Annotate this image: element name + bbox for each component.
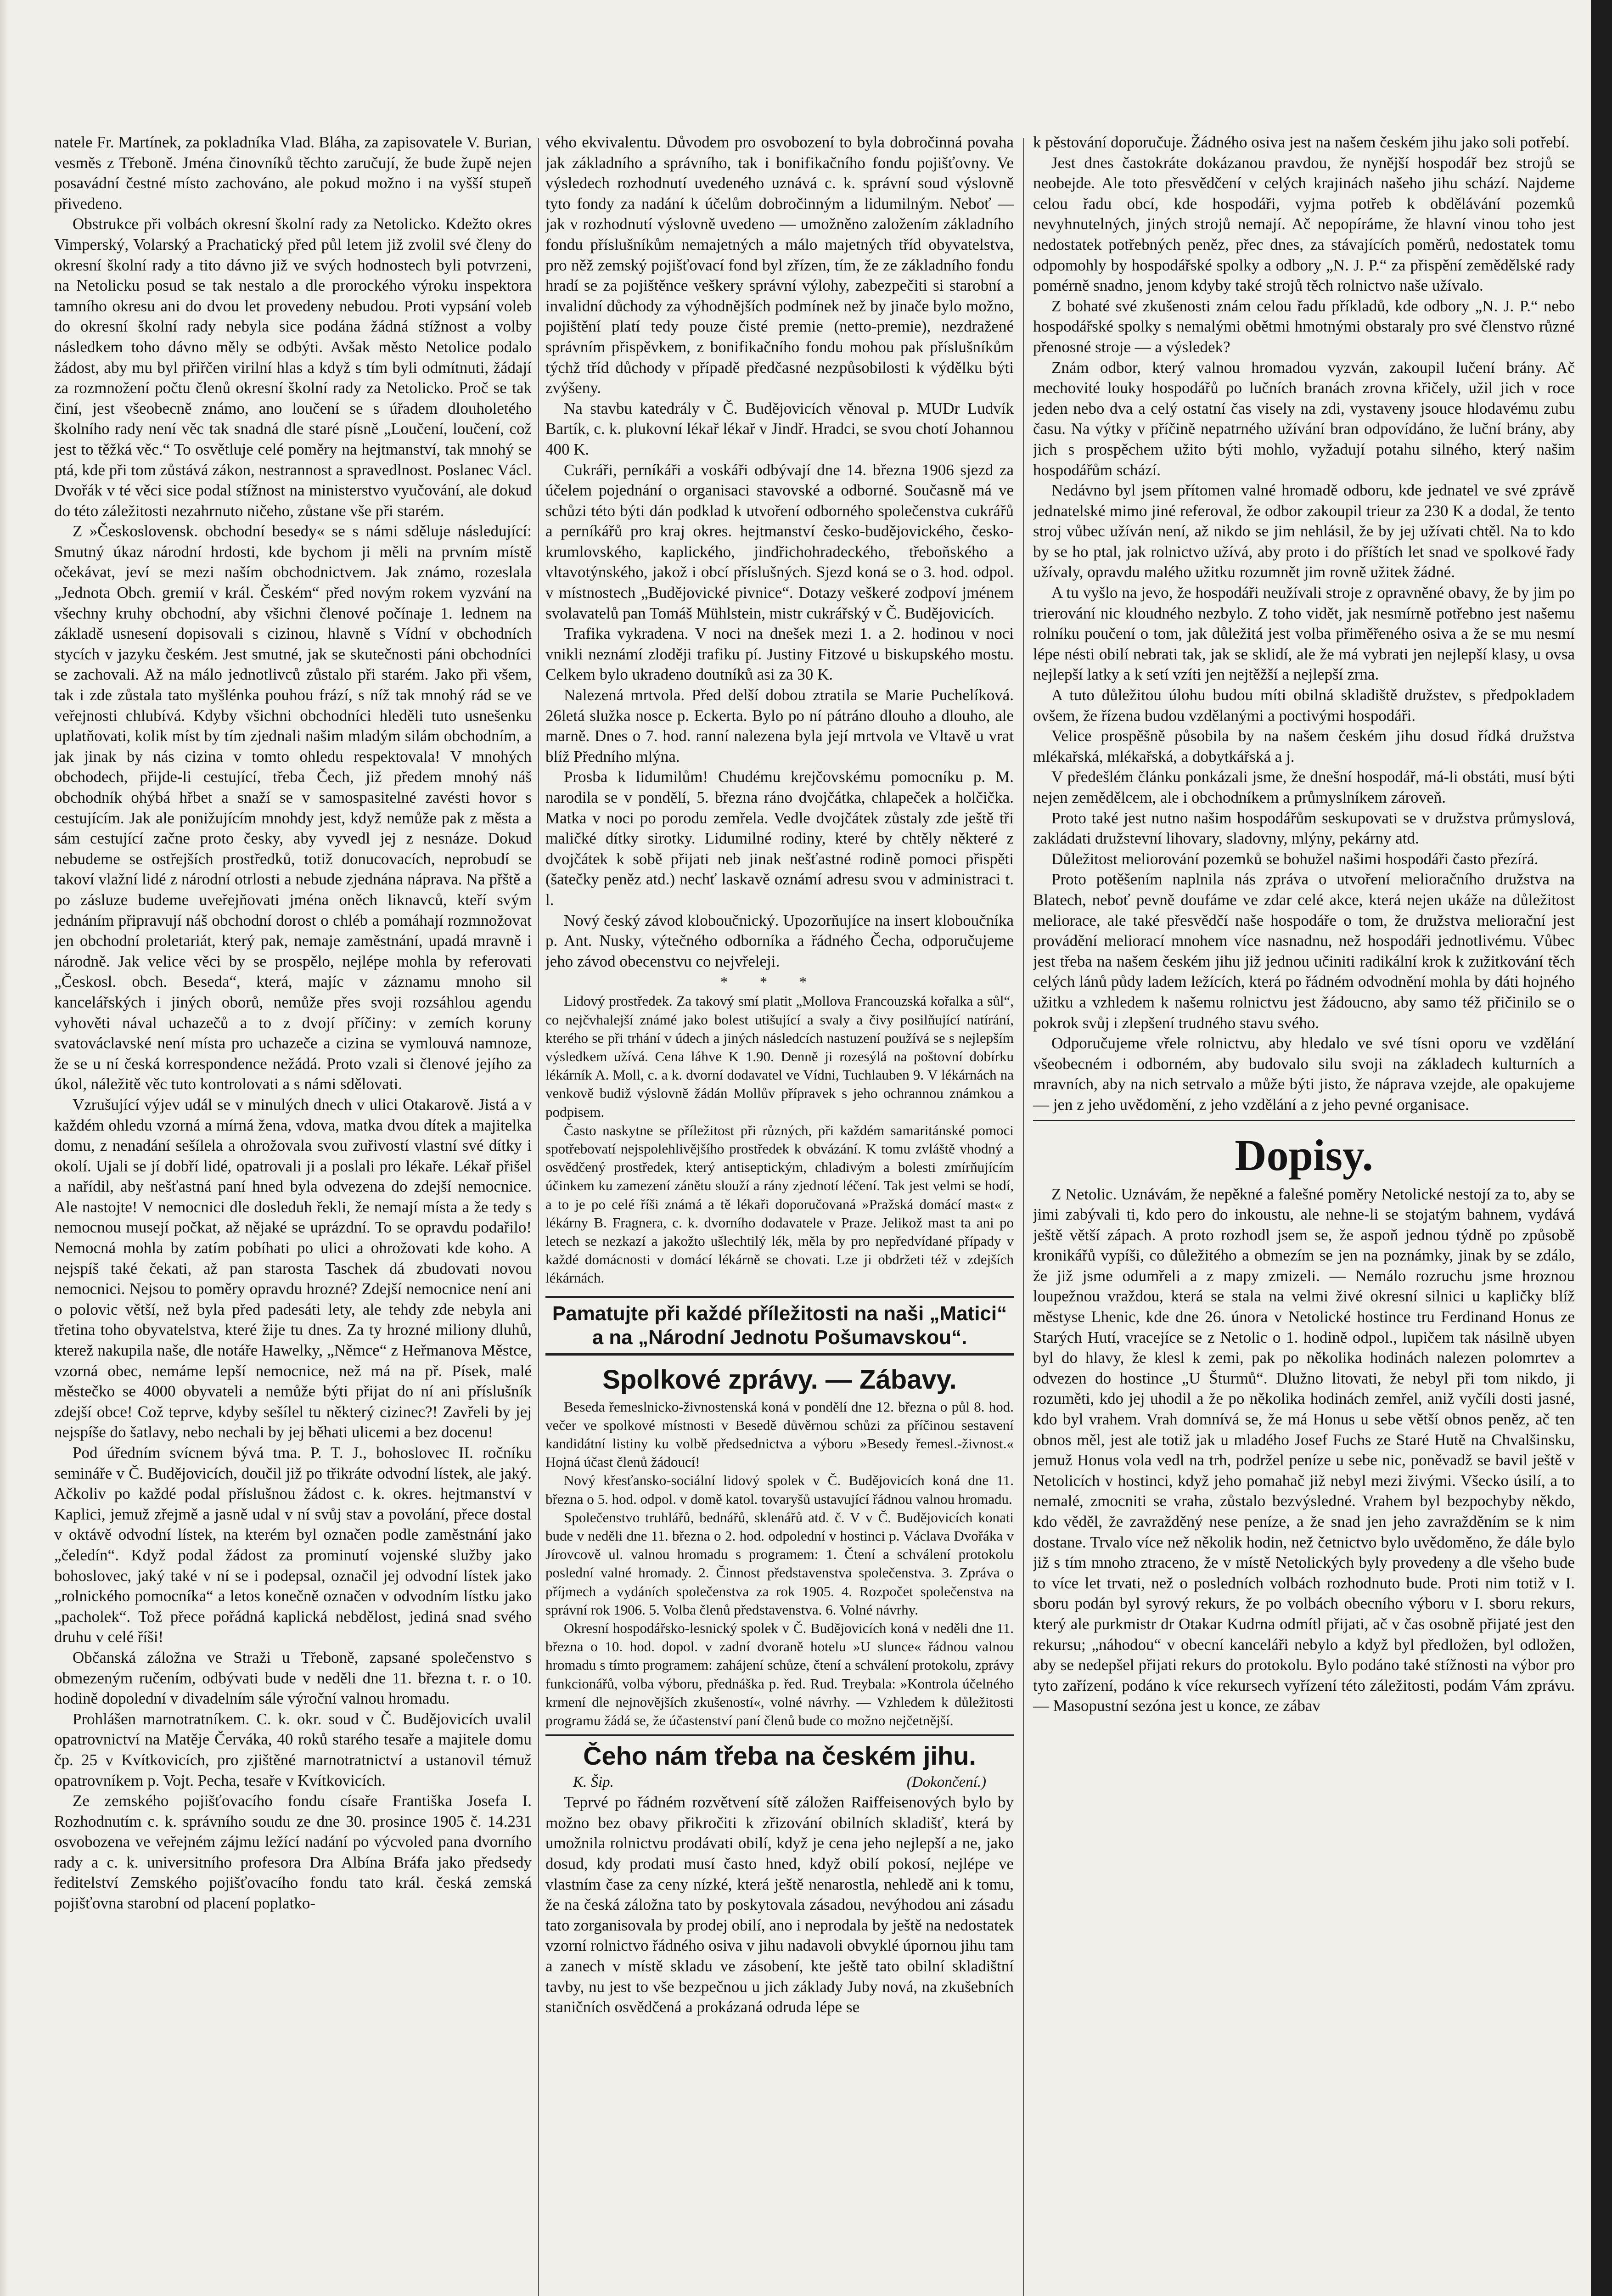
column-2 [545,132,1014,2296]
author: K. Šip. [573,1774,614,1791]
article-obchodni-beseda: Z »Československ. obchodní besedy« se s námi sděluje následující: Smutný úkaz národní hrdosti, kde bychom ji měli na prvním místě očekávat, jeví se mezi naším obchodnictvem. Jak známo, rozeslala „Jednota Obch. gremií v král. Českém“ před novým rokem vyzvání na všechny kruhy obchodní, aby všichni členové počínaje 1. lednem na základě usnesení dopisovali s cizinou, hlavně s Vídní v obchodních stycích v jazyku českém. Jest smutné, jak se skutečnosti páni obchodníci se zachovali. Až na málo jednotlivců zůstalo při starém. Jako při všem, tak i zde zůstala tato myšlénka pouhou frází, s níž tak mnohý rád se ve veřejnosti chlubívá. Kdyby všichni obchodníci hleděli tuto usnešenku uplatňovati, kolik míst by tím zjednali našim mladým silám obchodním, a jak jinak by nás cizina v tomto ohledu respektovala! V mnohých obchodech, přijde-li cestující, třeba Čech, již předem mnohý náš obchodník ohýbá hřbet a snaží se v samospasitelné zavésti hovor s cestujícím. Jak ale ponižujícím mnohdy jest, když nemůže pak z města a sám cestující začne proto česky, aby vyvedl jej z nesnáze. Dokud nebudeme se ostřejších prostředků, totiž donucovacích, neprobudí se takoví vlažní lidé z národní otrlosti a nebude zjednána náprava. Na přště a po zásluze budeme uveřejňovati jména oněch liknavců, kteří svým jednáním připravují náš obchodní dorost o chléb a pomáhají rozmnožovat jen obchodní proletariát, který pak, nemaje zaměstnání, upadá mravně i národně. Jak velice věci by se prospělo, nejlépe mohla by referovati „Českosl. obch. Beseda“, která, majíc v záznamu mnoho sil kancelářských i jiných oborů, nemůže přes svoji rozsáhlou agendu vyhověti nával uchazečů a to z dvojí příčiny: v zemích koruny svatováclavské není místa pro uchazeče a cizina se vymlouvá namnoze, že se u ní česká korrespondence nežádá. Proto vzali si členové jejího za úkol, náležitě věc tuto kontrolovati a s námi sdělovati. [54,522,532,1093]
separator-stars: *** [720,974,839,990]
article-trieur: Nedávno byl jsem přítomen valné hromadě odboru, kde jednatel ve své zprávě jednatelské mimo jiné referoval, že odbor zakoupil trieur za 230 K a dodal, že tento stroj vůbec užíván není, až nikdo se jim nehlásil, že by jej užívati chtěl. Na to kdo by se ho ptal, jak rolnictvo užívá, aby proto i do příštích let snad ve spolkové řady užívaly, opravdu malého užitku rozumnět jim rovně užitek žádné. [1033,481,1575,581]
column-1 [54,132,532,2296]
article-pod-urednim-svicnem: Pod úředním svícnem bývá tma. P. T. J., bohoslovec II. ročníku semináře v Č. Budějovicích, doučil již po třikráte odvodní lístek, ale jaký. Ačkoliv po každé podal příslušnou žádost c. k. okres. hejtmanství v Kaplici, jemuž zřejmě a jasně udal v ní svůj stav a povolání, přece dostal v oktávě odvodní lístek, na kterém byl označen podle zaměstnání jako „čeledín“. Když podal žádost za prominutí vojenské služby jako bohoslovec, jaký také v ní se i podepsal, označil jej odvodní lístek jako „rolnického pomocníka“ a letos konečně označen v odvodním lístku jako „pacholek“. Tož přece pořádná kaplická nebdělost, jediná snad svého druhu v celé říši! [54,1444,532,1646]
banner-box [545,1296,1014,1356]
byline [545,1772,1014,1792]
scan-border-right [1591,0,1612,2296]
article-vzrusujici-vyjev: Vzrušující výjev udál se v minulých dnech v ulici Otakarově. Jistá a v každém ohledu vzorná a mírná žena, vdova, matka dvou dítek a majitelka domu, z nenadání sešílela a ohrožovala svou zuřivostí vlastní své dítky i okolí. Ujali se jí dobří lidé, opatrovali ji a poslali pro lékaře. Lékař přišel a nařídil, aby nešťastná paní hned byla odvezena do zdejší nemocnice. Ale nastojte! V nemocnici dle dosleduh řekli, že nemají místa a že tedy s nemocnou musejí počkat, až nějaké se uprázdní. To se opravdu podařilo! Nemocná mohla by zatím pobíhati po ulici a ohrožovati kde koho. A nejspíš také čekati, až pan starosta Taschek dá zbudovati novou nemocnici. Nejsou to poměry opravdu hrozné? Zdejší nemocnice není ani o polovic větší, než byla před padesáti lety, ale tehdy zde nebyla ani třetina toho obyvatelstva, které žije tu dnes. Za ty hrozné miliony dluhů, kterež nakupila naše, dle notáře Hawelky, „Němce“ z Heřmanova Městce, vzorná obec, nemáme lepší nemocnice, než má na př. Písek, malé městečko se 4000 obyvateli a nemůže býti přijat do ní ani příslušník zdejší obce! Což teprve, kdyby sešílel tu některý cizinec?! Zavřeli by jej nejspíše do šatlavy, nebo nechali by jej běhati ulicemi a bez docenu! [54,1095,532,1441]
spolkove-hospodarsky: Okresní hospodářsko-lesnický spolek v Č. Budějovicích koná v neděli dne 11. března o 10. hod. dopol. v zadní dvoraně hotelu »U slunce« řádnou valnou hromadu s tímto programem: zahájení schůze, čtení a schválení protokolu, zprávy funkcionářů, volba výboru, přednáška p. řed. Rud. Treybala: »Kontrola účelného krmení dle nejnovějších zkušeností«, volné návrhy. — Vzhledem k důležitosti programu žádá se, že účastenství paní členů bude co možno nejčetnější. [545,1620,1014,1729]
article-brany: Znám odbor, který valnou hromadou vyzván, zakoupil lučení brány. Ač mechovité louky hospodářů po lučních branách zrovna křičely, užil jich v roce jeden nebo dva a celý ostatní čas visely na zdi, vystaveny jsouce hlodavému zubu času. Na výtky v příčině nepatrného užívání bran odpovídáno, že luční brány, aby jich s prospěchem užito býti mohlo, vyžadují potahu silného, který našim hospodářům schází. [1033,358,1575,479]
spolkove-truhlari: Společenstvo truhlářů, bednářů, sklenářů atd. č. V v Č. Budějovicích konati bude v neděli dne 11. března o 2. hod. odpolední v hostinci p. Václava Dvořáka v Jírovcově ul. valnou hromadu s programem: 1. Čtení a schválení protokolu poslední valné hromady. 2. Činnost představenstva společenstva. 3. Zpráva o příjmech a vydáních společenstva za rok 1905. 4. Rozpočet společenstva na správní rok 1906. 5. Volba členů představenstva. 6. Volné návrhy. [545,1509,1014,1618]
article-mrtvola: Nalezená mrtvola. Před delší dobou ztratila se Marie Puchelíková. 26letá služka nosce p. Eckerta. Bylo po ní pátráno dlouho a dlouho, ale marně. Dnes o 7. hod. ranní nalezena byla její mrtvola ve Vltavě u vrat blíž Předního mlýna. [545,686,1014,765]
article-skladiste: A tuto důležitou úlohu budou míti obilná skladiště družstev, s předpokladem ovšem, že řízena budou vzdělanými a poctivými hospodáři. [1033,686,1575,725]
article-druzstva: Velice prospěšně působila by na našem českém jihu dosud řídká družstva mlékařská, mlékařská, a dobytkářská a j. [1033,727,1575,765]
article-trafika: Trafika vykradena. V noci na dnešek mezi 1. a 2. hodinou v noci vnikli neznámí zloději trafiku pí. Justiny Fitzové u biskupského mostu. Celkem bylo ukradeno doutníků asi za 30 K. [545,625,1014,684]
spolkove-beseda: Beseda řemeslnicko-živnostenská koná v pondělí dne 12. března o půl 8. hod. večer ve spolkové místnosti v Besedě důvěrnou schůzi za příčinou sestavení kandidátní listiny ku volbě předsednictva a výboru »Besedy řemesl.-živnost.« Hojná účast členů žádoucí! [545,1398,1014,1470]
article-prosba: Prosba k lidumilům! Chudému krejčovskému pomocníku p. M. narodila se v pondělí, 5. března ráno dvojčátka, chlapeček a holčička. Matka v noci po porodu zemřela. Vedle dvojčátek zůstaly zde ještě tři maličké dítky sirotky. Lidumilné rodiny, které by chtěly některé z dvojčátek k sobě přijati neb jinak nešťastné rodině pomoci přispěti (šatečky peněz atd.) nechť laskavě oznámí adresu svou v administraci t. l. [545,768,1014,909]
article-obcanska-zalozna: Občanská záložna ve Straži u Třeboně, zapsané společenstvo s obmezeným ručením, odbývati bude v neděli dne 11. března t. r. o 10. hodině dopolední v divadelním sále výroční valnou hromadu. [54,1648,532,1708]
article-zkusenosti: Z bohaté své zkušenosti znám celou řadu příkladů, kde odbory „N. J. P.“ nebo hospodářské spolky s nemalými obětmi hmotnými obstaraly pro své členstvo různé přenosné stroje — a výsledek? [1033,297,1575,356]
article-z-netolic: Z Netolic. Uznávám, že nepěkné a falešné poměry Netolické nestojí za to, aby se jimi zabývali ti, kdo pero do inkoustu, ale nehne-li se stojatým bahnem, vydává ještě větší zápach. A proto rozhodl jsem se, že aspoň jednou týdně po způsobě kronikářů vypíši, co důležitého a obmezím se jen na poznámky, jinak by se zdálo, že již jsme odumřeli a z mapy zmizeli. — Nemálo rozruchu jsme hroznou loupežnou vraždou, která se stala na velmi živé okresní silnici u kapličky blíž městyse Lhenic, kde dne 26. února v Netolické hostince tru Ferdinand Honus ze Starých Hutí, vracejíce se z Netolic o 1. hodině odpol., lupičem tak násilně ubyen byl do hlavy, že klesl k zemi, pak po několika hodinách nalezen polomrtev a odvezen do hostince „U Šturmů“. Dlužno litovati, že nebyl při tom nikdo, ji rozuměti, kdo jej uhodil a že po několika hodinách zemřel, aniž vyčíli dosti jasné, kdo byl vrahem. Vrah domnívá se, že má Honus u sebe větší obnos peněz, ač ten obnos měl, jest ale totiž jak u mladého Josef Fuchs ze Staré Hutě na Chvalšinsku, jemuž Honus vola vedl na trh, podržel peníze u sebe nic, poněvadž se bavil ještě v Netolicích v hostinci, když jeho pomahač již nebyl mezi živými. Všecko úsilí, a to nemalé, zmocniti se vraha, zůstalo bezvýsledné. Vrahem byl bezpochyby někdo, kdo věděl, že zavražděný nese peníze, a že snad jen jeho zavražděním se k nim dostane. Trvalo více než několik hodin, než četnictvo bylo uvědoměno, že dále bylo již s tím mnoho ztraceno, že v místě Netolických byly provedeny a dle všeho bude to více let trvati, než o posledních volbách rozhodnuto bude. Proti nim totiž v I. sboru podán byl syrový rekurs, že po volbách obecního výboru v I. sboru rekurs, který ale purkmistr dr Otakar Kudrna odmítl přijati, ač v čas osobně přijaté jest den rekursu; „náhodou“ v obecní kanceláři nebylo a když byl předložen, byl odložen, aby se nedepšel přijati rekurs do protokolu. Bylo podáno také stížnosti na výbor pro tyto zařízení, podáno k více rekursech vyřízení této záležitosti, podám Vám zprávu. — Masopustní sezóna jest u konce, ze zábav [1033,1185,1575,1715]
advert-prazska-mast: Často naskytne se příležitost při různých, při každém samaritánské pomoci spotřebovatí nejspolehlivějšího prostředek k obvázání. K tomu zvláště vhodný a osvědčený prostředek, který antiseptickým, chladivým a bolesti zmírňujícím účinkem ku zamezení zánětu slouží a rány zjednotí léčení. Tak jest velmi se hodí, a to je po celé říši známá a tě lékaři doporučovaná »Pražská domácí mast« z lékárny B. Fragnera, c. k. dvorního dodavatele v Praze. Jelikož mast ta ani po letech se nezkazí a jakožto ušlechtilý lék, měla by pro nepředvídané případy v každé domácnosti v domácí lékárně se chovati. Lze ji obdržeti též v zdejších lékárnách. [545,1122,1014,1286]
article-text: vého ekvivalentu. Důvodem pro osvobození to byla dobročinná povaha jak základního a správního, tak i bonifikačního fondu pojišťovny. Ve výsledech rozhodnutí uvedeného uznává c. k. správní soud výslovně tyto fondy za nadání k účelům dobročinným a lidumilným. Neboť — jak v rozhodnutí výslovně uvedeno — umožněno založením základního fondu příslušníkům nemajetných a málo majetných tříd obyvatelstva, pro něž zemský pojišťovací fond byl zřízen, tím, že ze základního fondu hradí se za pojištěnce veškery správní výlohy, zabezpečiti si starobní a invalidní důchody za výhodnějších podmínek než by jinače bylo možno, pojištění platí tedy pouze čisté premie (netto-premie), nezdražené správním přispěvkem, z bonifikačního fondu mohou pak příslušníkům týchž tříd důchody v případě předčasné nezpůsobilosti k výdělku býti zvýšeny. [545,133,1014,397]
article-klobouky: Nový český závod kloboučnický. Upozorňujíce na insert kloboučníka p. Ant. Nusky, výtečného odborníka a řádného Čecha, odporučujeme jeho závod obecenstvu co nejvřeleji. [545,911,1014,970]
column-rule-1 [538,138,539,2296]
advert-mollova: Lidový prostředek. Za takový smí platit „Mollova Francouzská kořalka a sůl“, co nejčvhalejší známé jako bolest utišující a svaly a čivy posilňující natírání, kterého se při trhání v údech a jiných následcích nastuzení používá se s nejlepším výsledkem užívá. Cena láhve K 1.90. Denně ji rozesýlá na poštovní dobírku lékárník A. Moll, c. a k. dvorní dodavatel ve Vídni, Tuchlauben 9. V lékárnách na venkově budiž výslovně žádán Mollův přípravek s jeho ochrannou známkou a podpisem. [545,993,1014,1120]
article-blata: Proto potěšením naplnila nás zpráva o utvoření melioračního družstva na Blatech, neboť pevně doufáme ve zdar celé akce, která nejen ukáže na důležitost meliorace, ale také přesvědčí naše hospodáře o tom, že družstva meliorační jest provádění meliorací mnohem více nasnadnu, než hospodáři jednotlivému. Vůbec jest třeba na našem českém jihu již jednou učiniti radikální krok k zužitkování těch celých lánů půdy ladem ležících, která po řádném odvodnění mohla by dáti hojného užitku a vzhledem k našemu rolnictvu jest žádoucno, aby samo též přičinilo se o pokrok svůj i zlepšení trudného stavu svého. [1033,870,1575,1032]
article-text: k pěstování doporučuje. Žádného osiva jest na našem českém jihu jako soli potřebí. [1033,133,1570,151]
article-cukrari: Cukráři, perníkáři a voskáři odbývají dne 14. března 1906 sjezd za účelem pojednání o organisaci stavovské a odborné. Současně má ve schůzi této býti dán podklad k utvoření odborného společenstva cukrářů a perníkářů pro kraj okres. hejtmanství česko-budějovického, česko-krumlovského, kaplického, jindřichohradeckého, třeboňského a vltavotýnského, jakož i obcí příslušných. Sjezd koná se o 3. hod. odpol. v místnostech „Budějovické pivnice“. Dotazy veškeré zodpoví jménem svolavatelů pan Tomáš Mühlstein, mistr cukrářský v Č. Budějovicích. [545,461,1014,622]
continuation-note: (Dokončení.) [906,1774,986,1791]
article-stroje: Jest dnes častokráte dokázanou pravdou, že nynější hospodář bez strojů se neobejde. Ale toto přesvědčení v celých krajinách našeho jihu schází. Najdeme celou řadu obcí, kde hospodáři, vyjma potřeb k obdělávání pozemků nevyhnutelných, jiných strojů nemají. Ač nepopíráme, že hlavní vinou toho jest nedostatek potřebných peněz, přec dnes, za stávajících poměrů, nedostatek tomu odpomohly by hospodářské spolky a odbory „N. J. P.“ za přispění zemědělské rady pomérně snadno, jenom kdyby také strojů těch rolnictvo naše užívalo. [1033,153,1575,295]
column-3 [1033,132,1575,2296]
article-hospodar: V předešlém článku ponkázali jsme, že dnešní hospodář, má-li obstáti, musí býti nejen zemědělcem, ale i obchodníkem a průmyslníkem zároveň. [1033,768,1575,806]
section-heading-spolkove: Spolkové zprávy. — Zábavy. [602,1364,957,1395]
divider [1033,1120,1575,1121]
article-zaver: Odporučujeme vřele rolnictvu, aby hledalo ve své tísni oporu ve vzdělání všeobecném i odborném, aby budovalo silu svoji na základech kulturních a mravních, aby na nich setrvalo a může býti jisto, že náprava vzejde, ale opakujeme — jen z jeho uvědomění, z jeho vzdělání a z jeho pevné organisace. [1033,1034,1575,1114]
banner-matice: Pamatujte při každé příležitosti na naši „Matici“ a na „Národní Jednotu Pošumavskou“. [552,1302,1007,1349]
article-ceho: Teprvé po řádném rozvětvení sítě záložen Raiffeisenových bylo by možno bez obavy přikročiti k zřizování obilních skladišť, která by umožnila rolnictvu prodávati obilí, když je cena jeho nejlepší a ne, jako dosud, kdy prodati musí často hned, když obilí pokosí, nejlépe ve vlastním čase za ceny nízké, která ještě nenarostla, nehledě ani k tomu, že na česká záložna tato by poskytovala zásadou, nevýhodou ani zásadu tato zorganisovala by prodej obilí, ano i neprodala by ještě na nedostatek vzorní rolnictvo řádného osiva v jihu nadavoli obvyklé úpornou jihu tam a zanech v místě skladu ve zásobení, kte ještě tato obilní skladištní tavby, nu jest to vše bezpečnou u jich základy Juby nová, na zkušebních staničních osvědčená a prokázaná odruda lépe se [545,1793,1014,2016]
article-prumysl: Proto také jest nutno našim hospodářům seskupovati se v družstva průmyslová, zakládati družstevní lihovary, sladovny, mlýny, pekárny atd. [1033,809,1575,848]
column-rule-2 [1023,138,1024,2296]
divider [545,1734,1014,1736]
article-katedrala: Na stavbu katedrály v Č. Budějovicích věnoval p. MUDr Ludvík Bartík, c. k. plukovní lékař lékař v Jindř. Hradci, se svou chotí Johannou 400 K. [545,399,1014,458]
section-heading-dopisy: Dopisy. [1235,1130,1373,1180]
article-meliorace: Důležitost meliorování pozemků se bohužel našimi hospodáři často přezírá. [1051,850,1539,868]
article-text: natele Fr. Martínek, za pokladníka Vlad. Bláha, za zapisovatele V. Burian, vesměs z Třeboně. Jména činovníků těchto zaručují, že bude župě nejen posavádní čestné místo zachováno, ale pokud možno i na vyšší stupeň přivedeno. [54,133,532,213]
article-pojistovaci-fond: Ze zemského pojišťovacího fondu císaře Františka Josefa I. Rozhodnutím c. k. správního soudu ze dne 30. prosince 1905 č. 14.231 osvobozena ve veřejném zájmu ležící nadání po výcvoled pana dvorního rady a c. k. universitního profesora Dra Albína Bráfa jako předsedy ředitelství Zemského pojišťovacího fondu tato král. česká zemská pojišťovna starobní od placení poplatko- [54,1792,532,1913]
article-marnotratnik: Prohlášen marnotratníkem. C. k. okr. soud v Č. Budějovicích uvalil opatrovnictví na Matěje Červáka, 40 roků starého tesaře a majitele domu čp. 25 v Kvítkovicích, pro zjištěné marnotratnictví a ustanovil témuž opatrovníkem p. Vojt. Pecha, tesaře v Kvítkovicích. [54,1710,532,1790]
spolkove-krestansko: Nový křesťansko-sociální lidový spolek v Č. Budějovicích koná dne 11. března o 5. hod. odpol. v domě katol. tovaryšů ustavující řádnou valnou hromadu. [545,1472,1014,1507]
article-obstrukce: Obstrukce při volbách okresní školní rady za Netolicko. Kdežto okres Vimperský, Volarský a Prachatický před půl letem již zvolil své členy do okresní školní rady a tito dávno již ve svých hodnostech byli potvrzeni, na Netolicku posud se tak nestalo a dle prorockého výroku inspektora tamního okresu ani do dvou let provedeny nebudou. Proti vypsání voleb do okresní školní rady nebyla sice podána žádná stížnost a volby následkem toho dávno měly se odbýti. Avšak město Netolice podalo žádost, aby mu byl přiřčen virilní hlas a když s tím byli odmítnuti, žádají za rozmnožení počtu členů okresní školní rady za Netolicko. Proč se tak činí, jest všeobecně známo, ano loučení se s úřadem dlouholetého školního rady není věc tak snadná dle staré písně „Loučení, loučení, což jest to těžká věc.“ To osvětluje celé poměry na hejtmanství, tak mnohý se ptá, kde při tom zůstává zákon, nestrannost a spravedlnost. Poslanec Václ. Dvořák v té věci sice podal stížnost na ministerstvo vyučování, ale dokud do této záležitosti nezahrnuto ničeho, zůstane vše při starém. [54,215,532,520]
section-heading-ceho: Čeho nám třeba na českém jihu. [583,1741,976,1771]
scan-shadow-left [0,0,8,2296]
article-osivo: A tu vyšlo na jevo, že hospodáři neužívali stroje z opravněné obavy, že by jim po trierování nic kloudného nezbylo. Z toho vidět, jak nesmírně potřebno jest našemu rolníku poučení o tom, jak důležitá jest volba přiměřeného osiva a že se mu nesmí lépe nésti obilí nebrati tak, jak se sklidí, ale že má vybrati jen nejlepší klasy, u ovsa nejlepší latky a k setí vzíti jen nejtěžší a nejlepší zrna. [1033,584,1575,684]
